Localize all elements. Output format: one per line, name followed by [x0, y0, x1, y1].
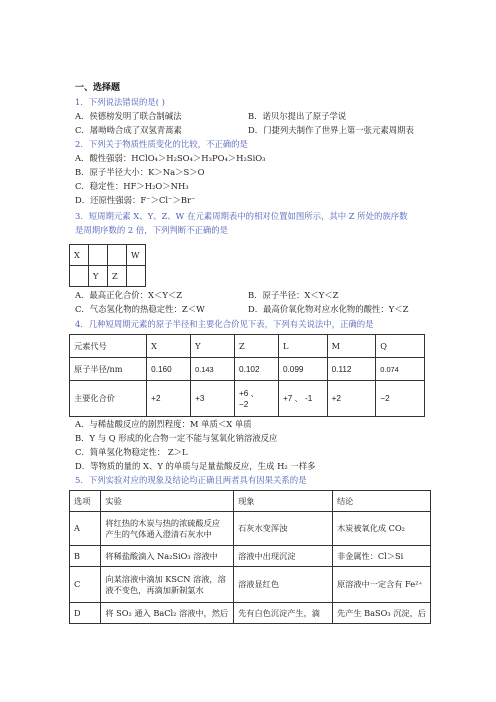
- question-3-stem-line1: 3．短周期元素 X、Y、Z、W 在元素周期表中的相对位置如图所示，其中 Z 所处的族序数: [75, 211, 408, 221]
- section-title: 一、选择题: [75, 83, 121, 93]
- header-cell: 选项: [70, 491, 101, 512]
- grid-cell-w: W: [127, 245, 146, 266]
- grid-cell-empty: [89, 245, 108, 266]
- header-cell: Y: [191, 335, 235, 358]
- question-2-stem: 2．下列关于物质性质变化的比较，不正确的是: [75, 139, 248, 149]
- phenomenon-cell: 先有白色沉淀产生，滴: [234, 603, 333, 624]
- option-cell: D: [70, 603, 101, 624]
- phenomenon-cell: 石灰水变浑浊: [234, 512, 333, 546]
- q3-option-b: B．原子半径：X＜Y＜Z: [248, 290, 339, 300]
- experiment-cell: [101, 567, 234, 603]
- experiment-line: 向某溶液中滴加 KSCN 溶液，溶: [105, 573, 226, 584]
- grid-cell-empty: [70, 266, 89, 287]
- experiment-cell: 将 SO₂ 通入 BaCl₂ 溶液中，然后: [101, 603, 234, 624]
- header-cell: Q: [376, 335, 425, 358]
- header-cell: 现象: [234, 491, 333, 512]
- grid-cell-empty: [127, 266, 146, 287]
- q1-option-c: C．屠呦呦合成了双氢青蒿素: [75, 125, 182, 135]
- header-cell: Z: [235, 335, 279, 358]
- grid-cell-z: Z: [108, 266, 127, 287]
- experiment-cell: [101, 512, 234, 546]
- valence-z-line1: +6 、: [239, 388, 259, 398]
- question-4-stem: 4．几种短周期元素的原子半径和主要化合价见下表，下列有关说法中，正确的是: [75, 319, 374, 329]
- valence-cell: +3: [191, 381, 235, 417]
- conclusion-cell: 原溶液中一定含有 Fe²⁺: [332, 567, 430, 603]
- grid-cell-y: Y: [89, 266, 108, 287]
- question-5-stem: 5．下列实验对应的现象及结论均正确且两者具有因果关系的是: [75, 475, 307, 485]
- conclusion-cell: 非金属性：Cl＞Si: [332, 546, 430, 567]
- row-label: 原子半径/nm: [70, 358, 147, 381]
- header-cell: 结论: [332, 491, 430, 512]
- experiment-line: 液不变色，再滴加新制氯水: [105, 584, 204, 595]
- valence-cell: +2: [327, 381, 376, 417]
- radius-cell: 0.160: [147, 358, 191, 381]
- valence-cell: +2: [147, 381, 191, 417]
- q4-option-b: B．Y 与 Q 形成的化合物一定不能与氢氧化钠溶液反应: [75, 433, 278, 443]
- periodic-position-grid: [69, 244, 146, 287]
- experiment-line: 将红热的木炭与热的浓硫酸反应: [105, 517, 221, 528]
- valence-cell: −2: [376, 381, 425, 417]
- header-cell: M: [327, 335, 376, 358]
- q2-option-a: A．酸性强弱：HClO₄＞H₂SO₄＞H₃PO₄＞H₂SiO₃: [75, 153, 266, 163]
- conclusion-cell: 先产生 BaSO₃ 沉淀，后: [332, 603, 430, 624]
- valence-z-line2: −2: [239, 399, 249, 409]
- option-cell: B: [70, 546, 101, 567]
- q1-option-d: D．门捷列夫制作了世界上第一张元素周期表: [248, 125, 414, 135]
- header-cell: X: [147, 335, 191, 358]
- header-cell: L: [278, 335, 327, 358]
- option-cell: A: [70, 512, 101, 546]
- question-1-stem: 1．下列说法错误的是( ): [75, 97, 165, 107]
- header-cell: 元素代号: [70, 335, 147, 358]
- q2-option-c: C．稳定性：HF＞H₂O＞NH₃: [75, 181, 189, 191]
- radius-cell: 0.099: [278, 358, 327, 381]
- experiment-table: [69, 490, 431, 624]
- experiment-cell: 将稀盐酸滴入 Na₂SiO₃ 溶液中: [101, 546, 234, 567]
- valence-cell-z: [235, 381, 279, 417]
- radius-cell: 0.102: [235, 358, 279, 381]
- grid-cell-x: X: [70, 245, 89, 266]
- q4-option-d: D．等物质的量的 X、Y 的单质与足量盐酸反应，生成 H₂ 一样多: [75, 461, 316, 471]
- option-cell: C: [70, 567, 101, 603]
- phenomenon-cell: 溶液显红色: [234, 567, 333, 603]
- q4-option-c: C．简单氢化物稳定性： Z＞L: [75, 447, 188, 457]
- header-cell: 实验: [101, 491, 234, 512]
- element-properties-table: [69, 334, 425, 417]
- question-3-stem-line2: 是周期序数的 2 倍，下列判断不正确的是: [75, 225, 229, 235]
- q1-option-a: A．侯德榜发明了联合制碱法: [75, 111, 182, 121]
- q4-option-a: A．与稀盐酸反应的剧烈程度：M 单质＜X 单质: [75, 419, 252, 429]
- conclusion-cell: 木炭被氧化成 CO₂: [332, 512, 430, 546]
- q1-option-b: B．诺贝尔提出了原子学说: [248, 111, 347, 121]
- radius-cell: 0.074: [376, 358, 425, 381]
- experiment-line: 产生的气体通入澄清石灰水中: [105, 528, 212, 539]
- q3-option-c: C．气态氢化物的热稳定性：Z＜W: [75, 304, 205, 314]
- q2-option-d: D．还原性强弱：F⁻＞Cl⁻＞Br⁻: [75, 195, 196, 205]
- q2-option-b: B．原子半径大小：K＞Na＞S＞O: [75, 167, 205, 177]
- grid-cell-empty: [108, 245, 127, 266]
- radius-cell: 0.112: [327, 358, 376, 381]
- phenomenon-cell: 溶液中出现沉淀: [234, 546, 333, 567]
- radius-cell: 0.143: [191, 358, 235, 381]
- valence-cell: +7 、 -1: [278, 381, 327, 417]
- q3-option-a: A．最高正化合价：X＜Y＜Z: [75, 290, 183, 300]
- row-label: 主要化合价: [70, 381, 147, 417]
- q3-option-d: D．最高价氧化物对应水化物的酸性：Y＜Z: [248, 304, 409, 314]
